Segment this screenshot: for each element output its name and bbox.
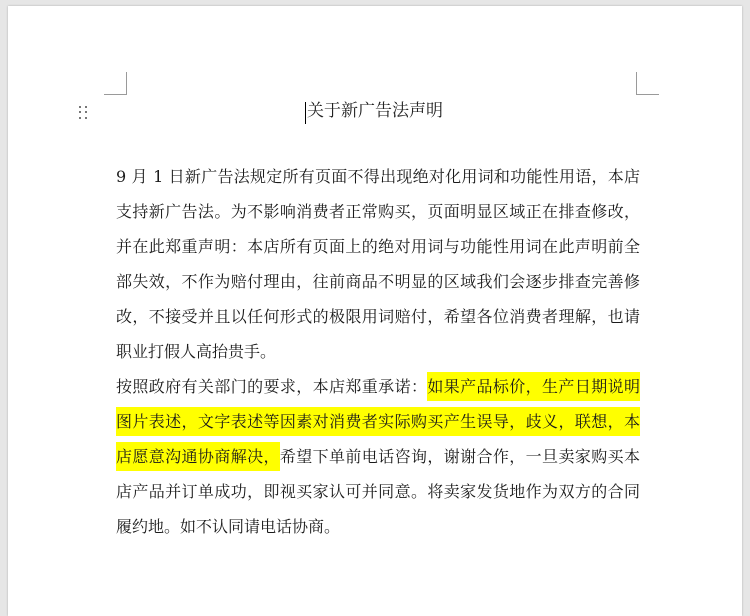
text-cursor: [305, 102, 306, 124]
paragraph-commitment-end: 希望下单前电话咨询，谢谢合作，一旦卖家购买本店产品并订单成功，即视买家认可并同意。将卖家发货地作为双方的合同履约地。如不认同请电话协商。: [116, 447, 640, 536]
paragraph-commitment-start: 按照政府有关部门的要求，本店郑重承诺：: [116, 377, 428, 396]
document-title[interactable]: 关于新广告法声明: [307, 101, 443, 121]
paragraph-disclaimer[interactable]: 9 月 1 日新广告法规定所有页面不得出现绝对化用词和功能性用语，本店支持新广告法。为不影响消费者正常购买，页面明显区域正在排查修改，并在此郑重声明：本店所有页面上的绝对用词与功能性用词在此声明前全部失效，不作为赔付理由，往前商品不明显的区域我们会逐步排查完善修改，不接受并且以任何形式的极限用词赔付，希望各位消费者理解，也请职业打假人高抬贵手。: [116, 167, 640, 361]
margin-corner-top-right: [636, 72, 659, 95]
document-page[interactable]: [8, 6, 742, 616]
document-body[interactable]: [116, 159, 640, 544]
highlighted-text: 如果产品标价，生产日期说明图片表述，文字表述等因素对消费者实际购买产生误导，歧义，联想，本店愿意沟通协商解决，: [116, 372, 640, 471]
paragraph-commitment[interactable]: [116, 369, 640, 544]
margin-corner-top-left: [104, 72, 127, 95]
